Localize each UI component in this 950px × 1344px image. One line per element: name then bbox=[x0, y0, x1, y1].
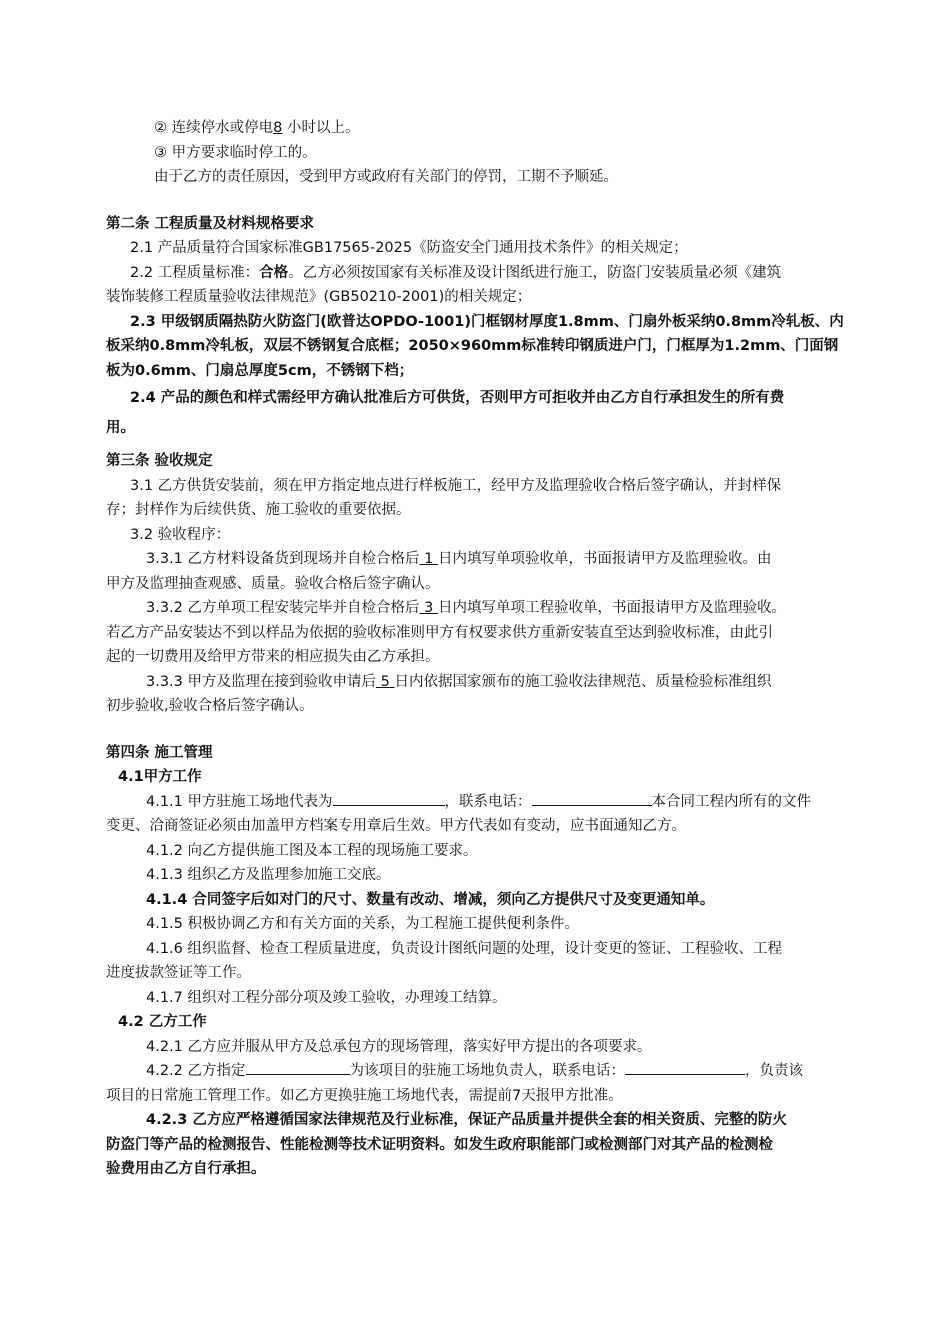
section-4-2: 4.2 乙方工作 bbox=[118, 1014, 207, 1030]
article-2-title: 第二条 工程质量及材料规格要求 bbox=[106, 215, 315, 232]
days-fill: 5 bbox=[380, 673, 390, 690]
clause-4-1-6: 4.1.6 组织监督、检查工程质量进度，负责设计图纸问题的处理，设计变更的签证、工程验收、工程 bbox=[146, 940, 782, 957]
clause-3-3-1-cont: 甲方及监理抽查观感、质量。验收合格后签字确认。 bbox=[106, 575, 440, 592]
clause-4-2-3: 4.2.3 乙方应严格遵循国家法律规范及行业标准，保证产品质量并提供全套的相关资质、完整的防火 bbox=[146, 1112, 787, 1128]
intro-penalty: 由于乙方的责任原因，受到甲方或政府有关部门的停罚，工期不予顺延。 bbox=[154, 169, 618, 185]
clause-4-2-3-cont-2: 验费用由乙方自行承担。 bbox=[106, 1161, 266, 1177]
clause-4-1-2: 4.1.2 向乙方提供施工图及本工程的现场施工要求。 bbox=[146, 842, 478, 859]
clause-2-2-cont: 装饰装修工程质量验收法律规范》(GB50210-2001)的相关规定； bbox=[106, 289, 532, 305]
clause-2-3-cont: 板采纳0.8mm冷轧板，双层不锈钢复合底框；2050×960mm标准转印钢质进户门，门框厚为1.2mm、门面钢 bbox=[106, 338, 839, 354]
document-page bbox=[106, 116, 886, 1182]
clause-2-4-cont: 用。 bbox=[106, 420, 135, 436]
article-4-title: 第四条 施工管理 bbox=[106, 744, 213, 761]
clause-2-4: 2.4 产品的颜色和样式需经甲方确认批准后方可供货，否则甲方可拒收并由乙方自行承担发生的所有费 bbox=[130, 390, 785, 406]
clause-3-3-3-cont: 初步验收,验收合格后签字确认。 bbox=[106, 698, 314, 714]
clause-2-2: 2.2 工程质量标准：合格。乙方必须按国家有关标准及设计图纸进行施工，防盗门安装质量必须《建筑 bbox=[130, 264, 782, 281]
clause-3-3-3: 3.3.3 甲方及监理在接到验收申请后 5 日内依据国家颁布的施工验收法律规范、质量检验标准组织 bbox=[146, 673, 772, 690]
phone-blank[interactable] bbox=[625, 1059, 745, 1075]
clause-4-2-1: 4.2.1 乙方应并服从甲方及总承包方的现场管理，落实好甲方提出的各项要求。 bbox=[146, 1038, 652, 1055]
clause-3-1-cont: 存；封样作为后续供货、施工验收的重要依据。 bbox=[106, 502, 411, 518]
days-fill: 1 bbox=[424, 551, 434, 567]
hours-fill: 8 bbox=[273, 120, 283, 136]
clause-4-2-2: 4.2.2 乙方指定 为该项目的驻施工场地负责人，联系电话： ，负责该 bbox=[106, 1059, 886, 1084]
clause-4-1-4: 4.1.4 合同签字后如对门的尺寸、数量有改动、增减，须向乙方提供尺寸及变更通知单。 bbox=[146, 891, 715, 908]
intro-item-2: ② 连续停水或停电8 小时以上。 bbox=[154, 120, 360, 136]
clause-2-3-cont-2: 板为0.6mm、门扇总厚度5cm，不锈钢下档； bbox=[106, 362, 414, 379]
intro-item-3: ③ 甲方要求临时停工的。 bbox=[154, 144, 317, 161]
clause-4-1-5: 4.1.5 积极协调乙方和有关方面的关系，为工程施工提供便利条件。 bbox=[146, 916, 580, 932]
clause-4-1-1-cont: 变更、洽商签证必须由加盖甲方档案专用章后生效。甲方代表如有变动，应书面通知乙方。 bbox=[106, 818, 686, 834]
clause-3-3-2-cont: 若乙方产品安装达不到以样品为依据的验收标准则甲方有权要求供方重新安装直至达到验收标准，由此引 bbox=[106, 624, 773, 641]
clause-2-3: 2.3 甲级钢质隔热防火防盗门(欧普达OPDO-1001)门框钢材厚度1.8mm、门扇外板采纳0.8mm冷轧板、内 bbox=[130, 313, 844, 330]
clause-3-3-2-cont-2: 起的一切费用及给甲方带来的相应损失由乙方承担。 bbox=[106, 649, 440, 665]
clause-4-1-3: 4.1.3 组织乙方及监理参加施工交底。 bbox=[146, 867, 391, 883]
clause-3-2: 3.2 验收程序： bbox=[130, 526, 231, 543]
clause-3-3-1: 3.3.1 乙方材料设备货到现场并自检合格后 1 日内填写单项验收单，书面报请甲方及监理验收。由 bbox=[146, 551, 772, 567]
section-4-1: 4.1甲方工作 bbox=[118, 769, 202, 785]
article-3-title: 第三条 验收规定 bbox=[106, 453, 213, 469]
clause-2-1: 2.1 产品质量符合国家标准GB17565-2025《防盗安全门通用技术条件》的相关规定； bbox=[130, 240, 688, 256]
clause-4-1-1: 4.1.1 甲方驻施工场地代表为 ，联系电话： 本合同工程内所有的文件 bbox=[106, 790, 886, 815]
clause-4-1-7: 4.1.7 组织对工程分部分项及竣工验收，办理竣工结算。 bbox=[146, 989, 507, 1006]
clause-4-1-6-cont: 进度拔款签证等工作。 bbox=[106, 965, 251, 981]
clause-3-1: 3.1 乙方供货安装前，须在甲方指定地点进行样板施工，经甲方及监理验收合格后签字确认，并封样保 bbox=[130, 477, 782, 494]
clause-3-3-2: 3.3.2 乙方单项工程安装完毕并自检合格后 3 日内填写单项工程验收单，书面报请甲方及监理验收。 bbox=[146, 600, 786, 616]
representative-blank[interactable] bbox=[333, 790, 445, 806]
clause-4-2-2-cont: 项目的日常施工管理工作。如乙方更换驻施工场地代表，需提前7天报甲方批准。 bbox=[106, 1087, 623, 1104]
days-fill: 3 bbox=[424, 600, 434, 616]
site-manager-blank[interactable] bbox=[246, 1059, 350, 1075]
clause-4-2-3-cont: 防盗门等产品的检测报告、性能检测等技术证明资料。如发生政府职能部门或检测部门对其产品的检测检 bbox=[106, 1136, 773, 1153]
phone-blank[interactable] bbox=[532, 790, 652, 806]
